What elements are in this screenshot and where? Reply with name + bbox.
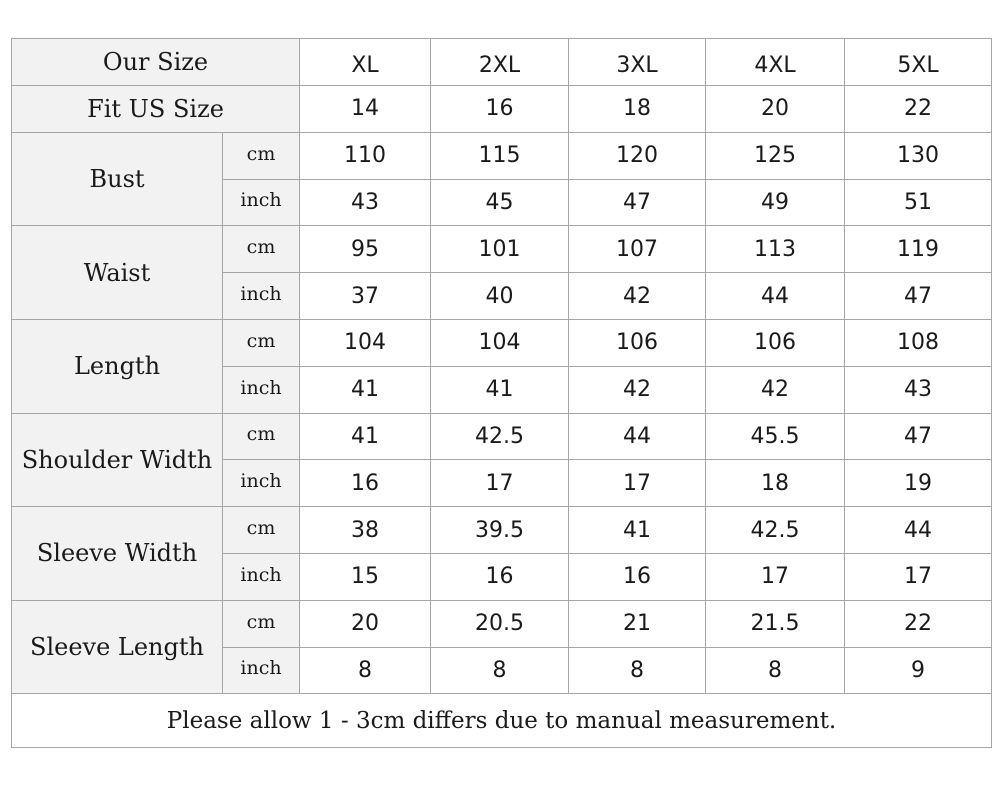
unit-label-inch: inch xyxy=(223,553,300,600)
fit-us-cell: 18 xyxy=(569,86,706,133)
unit-label-inch: inch xyxy=(223,179,300,226)
unit-label-cm: cm xyxy=(223,132,300,179)
fit-us-cell: 16 xyxy=(431,86,569,133)
length-inch-cell: 42 xyxy=(706,366,845,413)
sleeve-width-inch-cell: 17 xyxy=(845,553,992,600)
waist-cm-cell: 107 xyxy=(569,226,706,273)
fit-us-cell: 14 xyxy=(300,86,431,133)
shoulder-width-cm-cell: 42.5 xyxy=(431,413,569,460)
measurement-note: Please allow 1 - 3cm differs due to manual measurement. xyxy=(12,694,992,748)
fit-us-cell: 20 xyxy=(706,86,845,133)
fit-us-row xyxy=(12,86,992,133)
bust-label: Bust xyxy=(12,132,223,226)
sleeve-width-cm-cell: 41 xyxy=(569,507,706,554)
bust-inch-cell: 45 xyxy=(431,179,569,226)
length-cm-cell: 104 xyxy=(431,319,569,366)
unit-label-cm: cm xyxy=(223,413,300,460)
unit-label-cm: cm xyxy=(223,319,300,366)
sleeve-width-inch-cell: 15 xyxy=(300,553,431,600)
shoulder-width-cm-cell: 45.5 xyxy=(706,413,845,460)
bust-cm-cell: 110 xyxy=(300,132,431,179)
length-cm-row xyxy=(12,319,992,366)
shoulder-width-inch-cell: 17 xyxy=(569,460,706,507)
bust-cm-cell: 115 xyxy=(431,132,569,179)
size-header-cell: XL xyxy=(300,39,431,86)
waist-label: Waist xyxy=(12,226,223,320)
length-inch-cell: 41 xyxy=(300,366,431,413)
sleeve-width-cm-cell: 42.5 xyxy=(706,507,845,554)
unit-label-inch: inch xyxy=(223,460,300,507)
bust-inch-cell: 49 xyxy=(706,179,845,226)
waist-cm-row xyxy=(12,226,992,273)
size-chart-container xyxy=(11,38,992,748)
waist-cm-cell: 95 xyxy=(300,226,431,273)
sleeve-width-inch-cell: 16 xyxy=(569,553,706,600)
waist-inch-cell: 44 xyxy=(706,273,845,320)
bust-inch-cell: 51 xyxy=(845,179,992,226)
sleeve-length-inch-cell: 8 xyxy=(569,647,706,694)
sleeve-length-cm-cell: 21 xyxy=(569,600,706,647)
unit-label-inch: inch xyxy=(223,273,300,320)
shoulder-width-inch-cell: 17 xyxy=(431,460,569,507)
size-header-cell: 4XL xyxy=(706,39,845,86)
bust-cm-row xyxy=(12,132,992,179)
shoulder-width-label: Shoulder Width xyxy=(12,413,223,507)
sleeve-length-cm-cell: 22 xyxy=(845,600,992,647)
sleeve-length-cm-cell: 20.5 xyxy=(431,600,569,647)
bust-cm-cell: 125 xyxy=(706,132,845,179)
size-header-cell: 2XL xyxy=(431,39,569,86)
length-cm-cell: 108 xyxy=(845,319,992,366)
size-chart-table xyxy=(11,38,992,748)
unit-label-inch: inch xyxy=(223,647,300,694)
sleeve-length-cm-row xyxy=(12,600,992,647)
waist-cm-cell: 113 xyxy=(706,226,845,273)
unit-label-cm: cm xyxy=(223,507,300,554)
sleeve-width-label: Sleeve Width xyxy=(12,507,223,601)
sleeve-length-label: Sleeve Length xyxy=(12,600,223,694)
waist-inch-cell: 37 xyxy=(300,273,431,320)
length-cm-cell: 106 xyxy=(569,319,706,366)
sleeve-width-cm-row xyxy=(12,507,992,554)
sleeve-length-inch-cell: 8 xyxy=(431,647,569,694)
length-label: Length xyxy=(12,319,223,413)
unit-label-cm: cm xyxy=(223,600,300,647)
waist-inch-cell: 42 xyxy=(569,273,706,320)
fit-us-label: Fit US Size xyxy=(12,86,300,133)
sleeve-length-inch-cell: 9 xyxy=(845,647,992,694)
sleeve-length-cm-cell: 20 xyxy=(300,600,431,647)
length-inch-cell: 43 xyxy=(845,366,992,413)
note-row xyxy=(12,694,992,748)
header-row xyxy=(12,39,992,86)
bust-cm-cell: 120 xyxy=(569,132,706,179)
shoulder-width-inch-cell: 18 xyxy=(706,460,845,507)
shoulder-width-cm-cell: 47 xyxy=(845,413,992,460)
bust-inch-cell: 43 xyxy=(300,179,431,226)
size-header-cell: 3XL xyxy=(569,39,706,86)
shoulder-width-inch-cell: 16 xyxy=(300,460,431,507)
waist-cm-cell: 101 xyxy=(431,226,569,273)
sleeve-width-inch-cell: 17 xyxy=(706,553,845,600)
unit-label-inch: inch xyxy=(223,366,300,413)
sleeve-width-cm-cell: 39.5 xyxy=(431,507,569,554)
sleeve-length-cm-cell: 21.5 xyxy=(706,600,845,647)
length-inch-cell: 42 xyxy=(569,366,706,413)
sleeve-length-inch-cell: 8 xyxy=(300,647,431,694)
bust-inch-cell: 47 xyxy=(569,179,706,226)
unit-label-cm: cm xyxy=(223,226,300,273)
our-size-label: Our Size xyxy=(12,39,300,86)
sleeve-width-cm-cell: 38 xyxy=(300,507,431,554)
shoulder-width-cm-cell: 41 xyxy=(300,413,431,460)
length-cm-cell: 106 xyxy=(706,319,845,366)
shoulder-width-cm-cell: 44 xyxy=(569,413,706,460)
shoulder-width-inch-cell: 19 xyxy=(845,460,992,507)
size-header-cell: 5XL xyxy=(845,39,992,86)
waist-cm-cell: 119 xyxy=(845,226,992,273)
sleeve-width-cm-cell: 44 xyxy=(845,507,992,554)
sleeve-length-inch-cell: 8 xyxy=(706,647,845,694)
fit-us-cell: 22 xyxy=(845,86,992,133)
sleeve-width-inch-cell: 16 xyxy=(431,553,569,600)
bust-cm-cell: 130 xyxy=(845,132,992,179)
waist-inch-cell: 47 xyxy=(845,273,992,320)
waist-inch-cell: 40 xyxy=(431,273,569,320)
length-inch-cell: 41 xyxy=(431,366,569,413)
length-cm-cell: 104 xyxy=(300,319,431,366)
shoulder-width-cm-row xyxy=(12,413,992,460)
